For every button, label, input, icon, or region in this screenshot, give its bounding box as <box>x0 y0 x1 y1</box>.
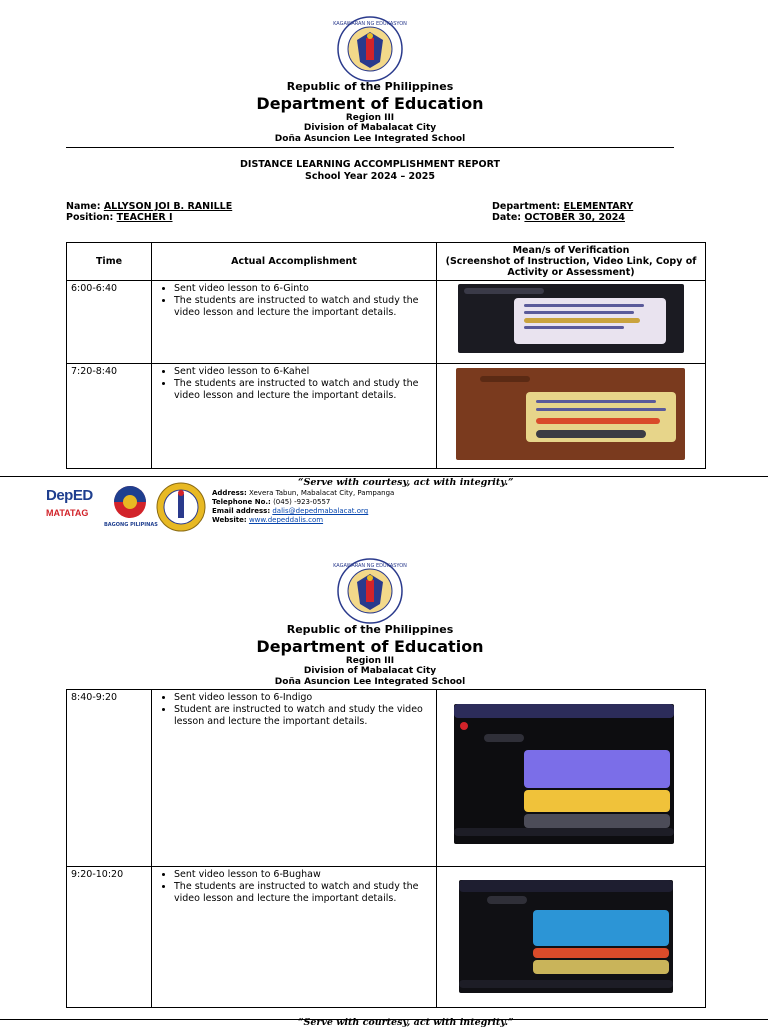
svg-text:KAGAWARAN NG EDUKASYON: KAGAWARAN NG EDUKASYON <box>333 563 407 569</box>
email-link[interactable]: dalis@depedmabalacat.org <box>272 507 369 515</box>
footer-contact <box>212 489 394 525</box>
deped-seal-icon <box>333 558 407 624</box>
list-item: • The students are instructed to watch and study the video lesson and lecture the important details. <box>174 881 432 905</box>
row-time: 6:00-6:40 <box>67 281 152 364</box>
deped-matatag-logo <box>46 487 98 531</box>
division-text: Division of Mabalacat City <box>303 666 437 676</box>
department-label: Department: <box>492 201 561 212</box>
date-label: Date: <box>492 212 522 223</box>
list-item: • Sent video lesson to 6-Indigo <box>174 692 432 704</box>
header-verification <box>437 243 706 281</box>
school-name: Doña Asuncion Lee Integrated School <box>274 677 466 687</box>
position-label: Position: <box>66 212 114 223</box>
bagong-pilipinas-text: BAGONG PILIPINAS <box>104 522 158 528</box>
row-accomplishment <box>152 690 437 867</box>
department-line <box>492 201 633 212</box>
row-accomplishment <box>152 867 437 1008</box>
header-time: Time <box>67 243 152 281</box>
report-title: DISTANCE LEARNING ACCOMPLISHMENT REPORT <box>240 159 500 170</box>
list-item: • Sent video lesson to 6-Kahel <box>174 366 432 378</box>
region-text: Region III <box>345 113 395 123</box>
list-item: • The students are instructed to watch and study the video lesson and lecture the important details. <box>174 378 432 402</box>
footer-motto: “Serve with courtesy, act with integrity.” <box>298 1017 514 1028</box>
list-item: • The students are instructed to watch and study the video lesson and lecture the important details. <box>174 295 432 319</box>
verification-screenshot <box>454 704 674 844</box>
name-line <box>66 201 232 212</box>
verification-screenshot <box>459 880 673 993</box>
address-label: Address: <box>212 489 247 497</box>
division-text: Division of Mabalacat City <box>303 123 437 133</box>
header-verification-sub: (Screenshot of Instruction, Video Link, Copy of Activity or Assessment) <box>445 256 697 278</box>
telephone-label: Telephone No.: <box>212 498 271 506</box>
svg-text:KAGAWARAN NG EDUKASYON: KAGAWARAN NG EDUKASYON <box>333 21 407 27</box>
date-line <box>492 212 625 223</box>
school-name: Doña Asuncion Lee Integrated School <box>274 134 466 144</box>
row-time: 8:40-9:20 <box>67 690 152 867</box>
header-divider <box>66 147 674 148</box>
row-time: 7:20-8:40 <box>67 364 152 469</box>
footer-motto: “Serve with courtesy, act with integrity.” <box>298 477 514 488</box>
row-accomplishment <box>152 364 437 469</box>
deped-seal-icon <box>333 16 407 82</box>
header-verification-title: Mean/s of Verification <box>512 245 630 256</box>
table-header-row <box>67 243 706 281</box>
bagong-pilipinas-logo-icon <box>108 484 152 520</box>
list-item: • Sent video lesson to 6-Bughaw <box>174 869 432 881</box>
address-value: Xevera Tabun, Mabalacat City, Pampanga <box>249 489 395 497</box>
website-label: Website: <box>212 516 247 524</box>
date-value: OCTOBER 30, 2024 <box>524 212 625 223</box>
name-label: Name: <box>66 201 101 212</box>
list-item: • Student are instructed to watch and study the video lesson and lecture the important details. <box>174 704 432 728</box>
matatag-logo-text: MATATAG <box>46 508 89 518</box>
school-logo-icon <box>156 482 206 532</box>
list-item: • Sent video lesson to 6-Ginto <box>174 283 432 295</box>
telephone-value: (045) -923-0557 <box>273 498 331 506</box>
republic-text: Republic of the Philippines <box>286 623 454 636</box>
row-time: 9:20-10:20 <box>67 867 152 1008</box>
department-title: Department of Education <box>256 637 484 656</box>
republic-text: Republic of the Philippines <box>286 80 454 93</box>
teacher-name: ALLYSON JOI B. RANILLE <box>103 201 233 212</box>
header-accomplishment: Actual Accomplishment <box>152 243 437 281</box>
website-link[interactable]: www.depeddalis.com <box>248 516 324 524</box>
deped-logo-text: DepED <box>46 487 93 504</box>
row-accomplishment <box>152 281 437 364</box>
teacher-position: TEACHER I <box>116 212 173 223</box>
verification-screenshot <box>458 284 684 353</box>
position-line <box>66 212 173 223</box>
email-label: Email address: <box>212 507 271 515</box>
department-title: Department of Education <box>256 94 484 113</box>
region-text: Region III <box>345 656 395 666</box>
department-value: ELEMENTARY <box>563 201 634 212</box>
school-year: School Year 2024 – 2025 <box>305 171 435 182</box>
verification-screenshot <box>456 368 685 460</box>
